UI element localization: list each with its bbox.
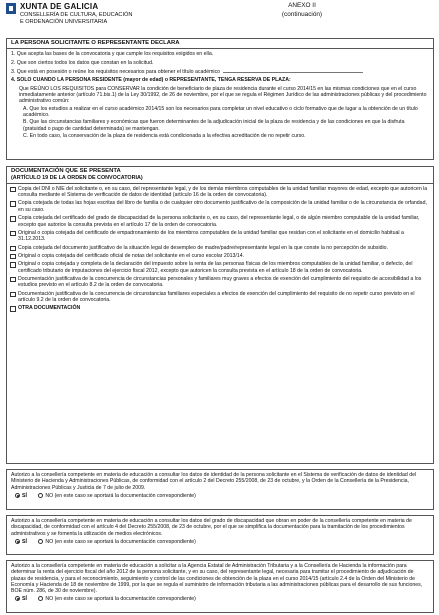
document-checkbox-unemployment[interactable] xyxy=(10,246,16,252)
authorization-tax-yes[interactable] xyxy=(15,596,27,602)
radio-checked-icon xyxy=(15,493,20,498)
document-item-unemployment-label: Copia cotejada del documento justificativo de la situación legal de desempleo de madre/padre/representante legal en la que conste la no percepción de subsidio. xyxy=(18,244,388,251)
document-item-disability-label: Copia cotejada del certificado del grado de discapacidad de la persona solicitante o, en su caso, del representante legal, o de algún miembro computable de la unidad familiar, excepto que autorice la consulta prevista en el artículo 17 de la orden de convocatoria. xyxy=(18,215,420,228)
authorization-disability-no-label: NO (en este caso se aportará la documentación correspondiente) xyxy=(45,539,196,546)
documentation-title: DOCUMENTACIÓN QUE SE PRESENTA xyxy=(7,167,433,175)
authorization-tax-no[interactable] xyxy=(38,596,196,602)
document-item-grades xyxy=(7,253,433,259)
declaration-item-3-text: 3. Que está en posesión o reúne los requisitos necesarios para obtener el título académico xyxy=(11,68,221,75)
document-checkbox-serious-circumstances[interactable] xyxy=(10,277,16,283)
document-checkbox-dni[interactable] xyxy=(10,187,16,193)
authorization-identity-no[interactable] xyxy=(38,493,196,499)
authorization-tax-yes-label: SÍ xyxy=(22,595,27,602)
document-item-other xyxy=(7,305,433,311)
document-item-grades-label: Original o copia cotejada del certificado oficial de notas del solicitante en el curso escolar 2013/14. xyxy=(18,252,245,259)
department-line1: CONSELLERÍA DE CULTURA, EDUCACIÓN xyxy=(20,12,133,18)
radio-unchecked-icon xyxy=(38,539,43,544)
document-item-census xyxy=(7,230,433,243)
document-item-unemployment xyxy=(7,245,433,251)
org-name: XUNTA DE GALICIA xyxy=(20,2,99,11)
authorization-disability-text: Autorizo a la consellería competente en materia de educación a consultar los datos del grado de discapacidad que obran en poder de la consellería competente en materia de discapacidad, de conformidad con el artículo 4 del Decreto 255/2008, de 23 de octubre, por el que se simplifica la documentación para la tramitación de los procedimientos administrativos y se fomenta la utilización de medios electrónicos. xyxy=(11,518,412,537)
declaration-subitem-b: B. Que las circunstancias familiares y económicas que fueron determinantes de la adjudicación inicial de la plaza de residencia y de las condiciones en que la disfruta (gratuidad o pago de cantidad determinada) se mantengan. xyxy=(23,119,405,132)
document-item-dni-label: Copia del DNI o NIE del solicitante o, en su caso, del representante legal, y de los demás miembros computables de la unidad familiar mayores de edad, excepto que autoricen la consulta mediante el Sistema de verificación de datos de identidad (artículo 16 de la orden de convocatoria). xyxy=(18,185,428,199)
document-item-dni xyxy=(7,186,433,199)
authorization-identity-no-label: NO (en este caso se aportará la documentación correspondiente) xyxy=(45,493,196,500)
radio-checked-icon xyxy=(15,539,20,544)
authorization-tax xyxy=(6,560,434,613)
document-item-special-circumstances-label: Documentación justificativa de la concurrencia de circunstancias familiares especiales a efectos de exención del cumplimiento del requisito de no repetir curso previsto en el artículo 9.2 de la orden de convocatoria. xyxy=(18,290,415,303)
document-item-serious-circumstances xyxy=(7,276,433,289)
document-item-serious-circumstances-label: Documentación justificativa de la concurrencia de circunstancias personales y familiares muy graves a efectos de exención del cumplimiento del requisito de accesibilidad a los estudios previsto en el artículo 8.2 de la orden de convocatoria. xyxy=(18,275,422,289)
authorization-identity xyxy=(6,469,434,510)
annex-heading xyxy=(265,2,339,19)
academic-title-field[interactable] xyxy=(223,68,363,73)
document-item-census-label: Original o copia cotejada del certificado de empadronamiento de los miembros computables de la unidad familiar que residan con el solicitante en el domicilio habitual a 31.12.2013. xyxy=(18,229,404,243)
document-item-family-book-label: Copia cotejada de todas las hojas escritas del libro de familia o de cualquier otro documento justificativo de la composición de la unidad familiar o de la circunstancia de orfandad, en su caso. xyxy=(18,200,427,213)
declaration-subitem-a: A. Que los estudios a realizar en el curso académico 2014/15 son los necesarios para completar un nivel educativo o ciclo formativo que de lugar a la obtención de un título académico. xyxy=(23,105,418,118)
declaration-item-3 xyxy=(7,68,433,75)
document-item-special-circumstances xyxy=(7,291,433,304)
document-item-income-tax-label: Original o copia cotejada y completa de la declaración del impuesto sobre la renta de las personas físicas de los miembros computables de la unidad familiar, o defecto, del certificado tributario de imputaciones del ejercicio fiscal 2012, excepto que autoricen la consulta prevista en el artículo 18 de la orden de convocatoria. xyxy=(18,261,413,274)
other-documentation-field[interactable] xyxy=(7,312,433,344)
document-item-other-label: OTRA DOCUMENTACIÓN xyxy=(18,305,81,312)
declaration-item-2: 2. Que son ciertos todos los datos que constan en la solicitud. xyxy=(11,59,154,66)
declaration-item-4-text: Que REÚNO LOS REQUISITOS para CONSERVAR la condición de beneficiario de plaza de residencia durante el curso 2014/15 en las mismas condiciones que en el curso inmediatamente anterior (artículo 71.bis.1) de la Ley 30/1992, de 26 de noviembre, por el que se regula el Régimen Jurídico de las administraciones públicas y del procedimiento administrativo común: xyxy=(19,85,427,105)
authorization-identity-text: Autorizo a la consellería competente en materia de educación a consultar los datos de identidad de la persona solicitante en el Sistema de verificación de datos de identidad del Ministerio de Hacienda y Administraciones Públicas, de conformidad con el artículo 2 del Decreto 255/2008, de 23 de octubre, y la Orden de la Consellería de la Presidencia, Administraciones Públicas y Justicia de 7 de julio de 2009. xyxy=(11,472,417,491)
document-item-income-tax xyxy=(7,261,433,274)
radio-checked-icon xyxy=(15,596,20,601)
declaration-title: LA PERSONA SOLICITANTE O REPRESENTANTE DECLARA xyxy=(7,39,433,49)
authorization-disability-yes[interactable] xyxy=(15,539,27,545)
declaration-item-4: 4. SOLO CUANDO LA PERSONA RESIDENTE (mayor de edad) o REPRESENTANTE, TENGA RESERVA DE PLAZA: xyxy=(11,77,291,84)
declaration-section xyxy=(6,38,434,160)
authorization-disability xyxy=(6,515,434,555)
radio-unchecked-icon xyxy=(38,493,43,498)
declaration-subitem-c: C. En todo caso, la conservación de la plaza de residencia está condicionada a la efectiva acreditación de no repetir curso. xyxy=(23,132,306,139)
authorization-identity-yes[interactable] xyxy=(15,493,27,499)
authorization-identity-yes-label: SÍ xyxy=(22,493,27,500)
documentation-subtitle: (ARTÍCULO 19 DE LA ORDEN DE CONVOCATORIA) xyxy=(7,175,433,184)
document-checkbox-family-book[interactable] xyxy=(10,201,16,207)
authorization-tax-text: Autorizo a la consellería competente en materia de educación a solicitar a la Agencia Estatal de Administración Tributaria y a la Consellería de Hacienda la información para determinar la renta del ejercicio fiscal del año 2012 de la persona solicitante, y en su caso, del representante legal, necesaria para tramitar el procedimiento de adjudicación de plazas de residencia, y para el reconocimiento, seguimiento y control de las condiciones de obtención de la plaza en el curso 2014/15 (artículo 2.4 de la Orden del Ministerio de Economía y Hacienda de 18 de noviembre de 1999, por la que se regula el suministro de información tributaria a las administraciones públicas para el desarrollo de sus funciones, BOE núm. 286, de 30 de noviembre). xyxy=(11,563,423,595)
radio-unchecked-icon xyxy=(38,596,43,601)
authorization-disability-no[interactable] xyxy=(38,539,196,545)
declaration-item-1: 1. Que acepta las bases de la convocatoria y que cumple los requisitos exigidos en ella. xyxy=(11,51,214,58)
document-checkbox-disability[interactable] xyxy=(10,216,16,222)
document-checkbox-census[interactable] xyxy=(10,231,16,237)
authorization-disability-yes-label: SÍ xyxy=(22,539,27,546)
annex-subtitle: (continuación) xyxy=(281,10,323,18)
document-item-family-book xyxy=(7,200,433,213)
document-checkbox-other[interactable] xyxy=(10,306,16,312)
document-item-disability xyxy=(7,215,433,228)
document-checkbox-special-circumstances[interactable] xyxy=(10,292,16,298)
document-checkbox-income-tax[interactable] xyxy=(10,262,16,268)
annex-title: ANEXO II xyxy=(288,2,316,9)
document-checkbox-grades[interactable] xyxy=(10,254,16,260)
xunta-logo xyxy=(6,3,16,14)
authorization-tax-no-label: NO (en este caso se aportará la documentación correspondiente) xyxy=(45,595,196,602)
department-line2: E ORDENACIÓN UNIVERSITARIA xyxy=(20,19,108,25)
header xyxy=(6,2,434,36)
documentation-section xyxy=(6,166,434,464)
